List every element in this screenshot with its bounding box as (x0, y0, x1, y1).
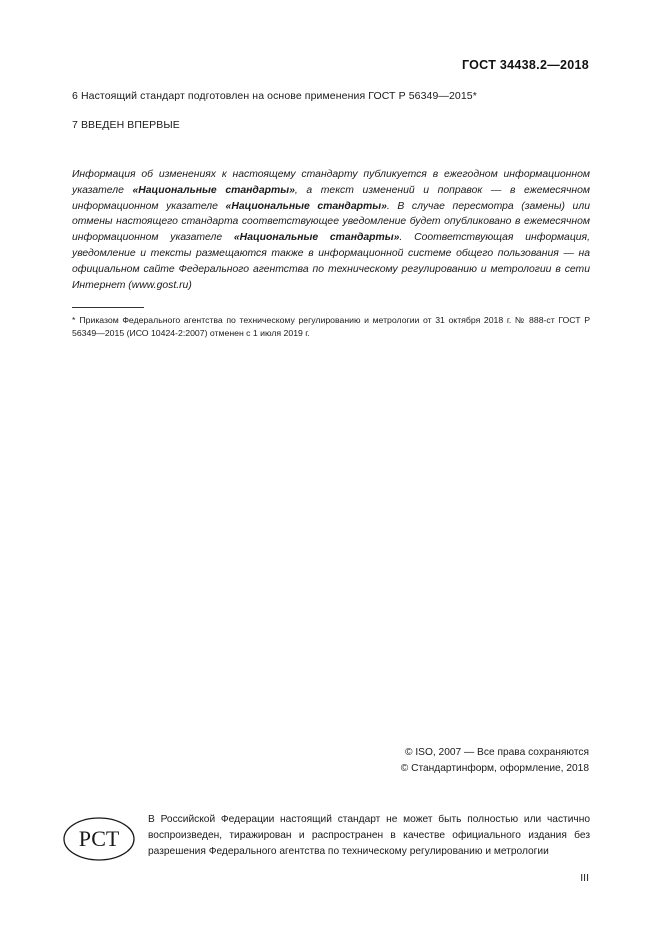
copyright-block (401, 745, 589, 778)
notice-text-part-2: , а текст изменений и поправок — в ежемесячном информационном указателе (72, 184, 590, 212)
copyright-line-iso: © ISO, 2007 — Все права сохраняются (405, 747, 589, 758)
notice-text-part-1: Информация об изменениях к настоящему стандарту публикуется в ежегодном информационном указателе (72, 169, 590, 196)
page-number: III (580, 872, 589, 884)
footnote (72, 314, 590, 341)
page-header-standard-id: ГОСТ 34438.2—2018 (461, 58, 589, 72)
copyright-line-standartinform: © Стандартинформ, оформление, 2018 (400, 763, 589, 775)
notice-reference-2: «Национальные стандарты» (225, 200, 387, 212)
notice-text-part-4: . Соответствующая информация, уведомление и тексты размещаются также в информационной системе общего пользования — на официальном сайте Федерального агентства по техническому регулированию и метрологии в сети Интернет (www.gost.ru) (72, 232, 590, 291)
footnote-marker: * (72, 315, 76, 325)
clause-item-6: 6 Настоящий стандарт подготовлен на основе применения ГОСТ Р 56349—2015* (72, 90, 477, 102)
svg-text:РСТ: РСТ (78, 826, 120, 851)
clause-item-7: 7 ВВЕДЕН ВПЕРВЫЕ (72, 119, 180, 131)
notice-reference-1: «Национальные стандарты» (132, 184, 295, 196)
rst-emblem-icon (62, 815, 136, 863)
notice-text-part-3: . В случае пересмотра (замены) или отмены настоящего стандарта соответствующее уведомление будет опубликовано в ежемесячном информационном указателе (72, 200, 590, 244)
notice-reference-3: «Национальные стандарты» (233, 232, 400, 244)
footnote-separator-rule (72, 307, 144, 308)
footnote-text: Приказом Федерального агентства по техническому регулированию и метрологии от 31 октября 2018 г. № 888-ст ГОСТ Р 56349—2015 (ИСО 10424-2:2007) отменен с 1 июля 2019 г. (72, 315, 590, 339)
reproduction-restriction-notice: В Российской Федерации настоящий стандарт не может быть полностью или частично воспроизведен, тиражирован и распространен в качестве официального издания без разрешения Федерального агентства по техническому регулированию и метрологии (148, 814, 590, 857)
amendment-notice-paragraph (72, 167, 590, 294)
